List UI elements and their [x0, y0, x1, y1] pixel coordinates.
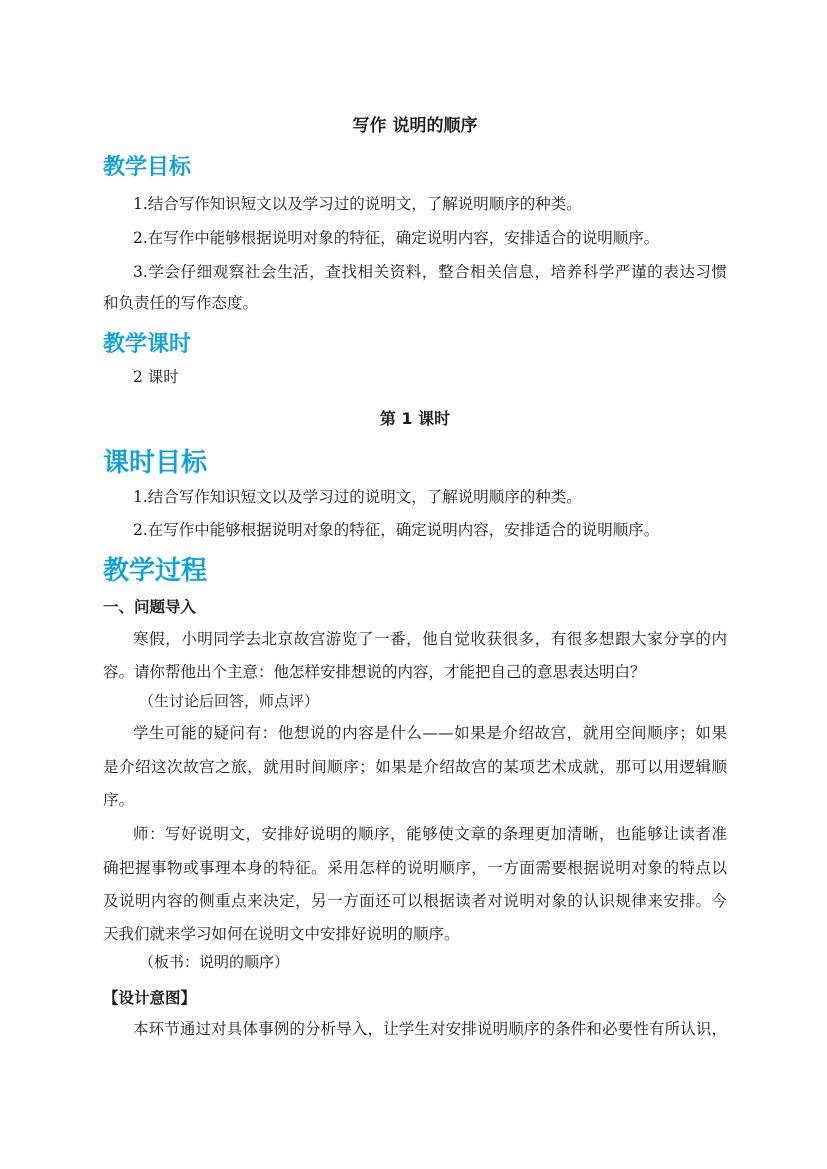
paragraph-line: 序。: [103, 791, 135, 809]
teaching-goal-item: 和负责任的写作态度。: [103, 294, 259, 312]
paragraph-line: 容。请你帮他出个主意：他怎样安排想说的内容，才能把自己的意思表达明白？: [103, 663, 646, 681]
teaching-goal-item: 2.在写作中能够根据说明对象的特征，确定说明内容，安排适合的说明顺序。: [133, 229, 660, 247]
paragraph-line: 及说明内容的侧重点来决定，另一方面还可以根据读者对说明对象的认识规律来安排。今: [103, 892, 727, 910]
note-board: （板书：说明的顺序）: [139, 953, 290, 971]
teaching-goal-item: 3.学会仔细观察社会生活，查找相关资料，整合相关信息，培养科学严谨的表达习惯: [133, 263, 727, 281]
paragraph-line: 师：写好说明文，安排好说明的顺序，能够使文章的条理更加清晰，也能够让读者准: [133, 825, 727, 843]
teaching-goal-item: 1.结合写作知识短文以及学习过的说明文，了解说明顺序的种类。: [133, 195, 582, 213]
paragraph-line: 确把握事物或事理本身的特征。采用怎样的说明顺序，一方面需要根据说明对象的特点以: [103, 859, 727, 877]
lesson-title: 第 1 课时: [379, 409, 451, 428]
paragraph-line: 学生可能的疑问有：他想说的内容是什么——如果是介绍故宫，就用空间顺序；如果: [133, 724, 727, 742]
design-intent-title: 【设计意图】: [103, 989, 197, 1007]
heading-teaching-goals: 教学目标: [103, 155, 192, 180]
document-title: 写作 说明的顺序: [352, 116, 478, 136]
design-intent-text: 本环节通过对具体事例的分析导入，让学生对安排说明顺序的条件和必要性有所认识，: [133, 1020, 727, 1038]
lesson-goal-item: 2.在写作中能够根据说明对象的特征，确定说明内容，安排适合的说明顺序。: [133, 521, 660, 539]
teaching-hours-value: 2 课时: [133, 368, 179, 386]
heading-teaching-process: 教学过程: [103, 556, 208, 586]
paragraph-line: 寒假，小明同学去北京故宫游览了一番，他自觉收获很多，有很多想跟大家分享的内: [133, 630, 727, 648]
paragraph-line: 是介绍这次故宫之旅，就用时间顺序；如果是介绍故宫的某项艺术成就，那可以用逻辑顺: [103, 758, 727, 776]
lesson-goal-item: 1.结合写作知识短文以及学习过的说明文，了解说明顺序的种类。: [133, 488, 582, 506]
paragraph-line: 天我们就来学习如何在说明文中安排好说明的顺序。: [103, 925, 460, 943]
heading-teaching-hours: 教学课时: [103, 332, 192, 357]
heading-lesson-goals: 课时目标: [103, 448, 208, 478]
part1-title: 一、问题导入: [103, 598, 197, 616]
note-discussion: （生讨论后回答，师点评）: [139, 692, 320, 710]
